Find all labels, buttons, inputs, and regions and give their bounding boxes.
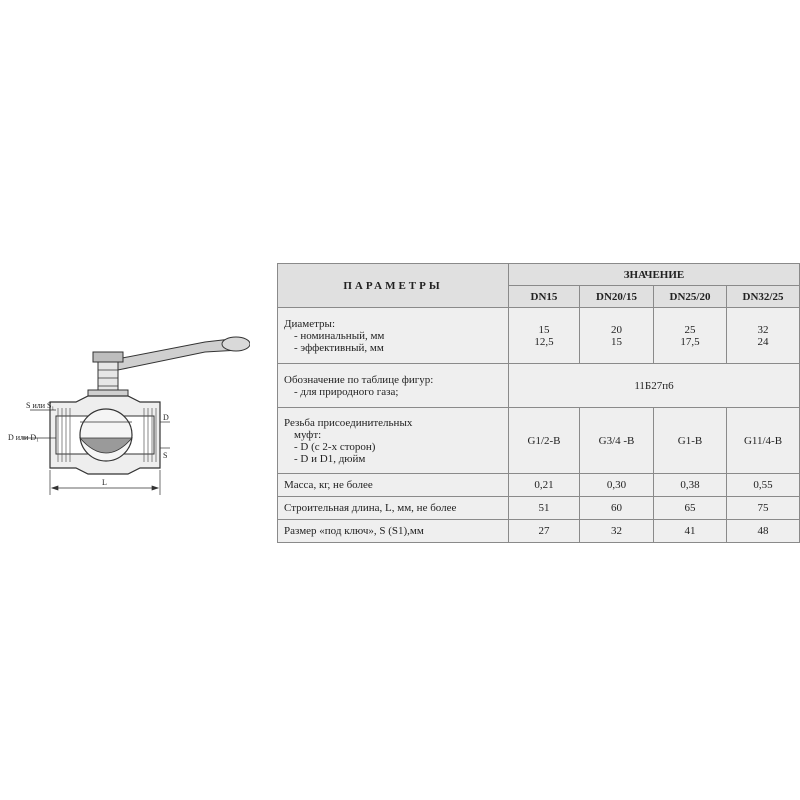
designation-cell: 11Б27п6 bbox=[509, 364, 800, 408]
table-cell: 0,55 bbox=[727, 474, 800, 497]
row-subline: - для природного газа; bbox=[294, 385, 399, 398]
table-cell: G3/4 -B bbox=[580, 408, 654, 474]
row-title: Обозначение по таблице фигур: bbox=[284, 373, 434, 386]
row-label: Размер «под ключ», S (S1),мм bbox=[278, 520, 509, 543]
table-cell: 41 bbox=[654, 520, 727, 543]
table-cell: 48 bbox=[727, 520, 800, 543]
table-cell: 75 bbox=[727, 497, 800, 520]
s-right-label: S bbox=[163, 451, 168, 460]
column-header: DN20/15 bbox=[580, 286, 654, 308]
table-cell: 32 24 bbox=[727, 308, 800, 364]
table-cell: G11/4-B bbox=[727, 408, 800, 474]
table-cell: 27 bbox=[509, 520, 580, 543]
d-dimension-label: D или D₁ bbox=[8, 433, 39, 442]
row-subline: - номинальный, мм bbox=[294, 329, 385, 342]
value-header: ЗНАЧЕНИЕ bbox=[509, 264, 800, 286]
table-row bbox=[278, 308, 800, 364]
row-title: Диаметры: bbox=[284, 317, 336, 330]
spec-table bbox=[277, 263, 800, 543]
table-cell: 65 bbox=[654, 497, 727, 520]
s-dimension-label: S или S₁ bbox=[26, 401, 55, 410]
table-row bbox=[278, 408, 800, 474]
valve-handle bbox=[112, 337, 250, 370]
table-cell: 32 bbox=[580, 520, 654, 543]
valve-drawing bbox=[0, 330, 250, 510]
table-row bbox=[278, 497, 800, 520]
table-cell: 15 12,5 bbox=[509, 308, 580, 364]
table-cell: 0,30 bbox=[580, 474, 654, 497]
d-right-label: D bbox=[163, 413, 169, 422]
table-cell: 20 15 bbox=[580, 308, 654, 364]
valve-body bbox=[50, 396, 160, 474]
table-row bbox=[278, 474, 800, 497]
table-cell: G1/2-B bbox=[509, 408, 580, 474]
table-cell: 0,38 bbox=[654, 474, 727, 497]
row-label: Строительная длина, L, мм, не более bbox=[278, 497, 509, 520]
table-row bbox=[278, 520, 800, 543]
table-cell: 0,21 bbox=[509, 474, 580, 497]
table-cell: 60 bbox=[580, 497, 654, 520]
table-cell: 25 17,5 bbox=[654, 308, 727, 364]
row-subline: муфт: bbox=[294, 428, 322, 441]
table-cell: 51 bbox=[509, 497, 580, 520]
l-dimension-label: L bbox=[102, 478, 107, 487]
column-header: DN32/25 bbox=[727, 286, 800, 308]
row-title: Резьба присоединительных bbox=[284, 416, 413, 429]
table-cell: G1-B bbox=[654, 408, 727, 474]
row-label bbox=[278, 408, 509, 474]
row-subline: - эффективный, мм bbox=[294, 341, 384, 354]
row-label: Масса, кг, не более bbox=[278, 474, 509, 497]
row-label bbox=[278, 308, 509, 364]
row-subline: - D (с 2-х сторон) bbox=[294, 440, 376, 453]
row-subline: - D и D1, дюйм bbox=[294, 452, 366, 465]
column-header: DN25/20 bbox=[654, 286, 727, 308]
row-label bbox=[278, 364, 509, 408]
table-row bbox=[278, 364, 800, 408]
column-header: DN15 bbox=[509, 286, 580, 308]
params-header: ПАРАМЕТРЫ bbox=[278, 264, 509, 308]
